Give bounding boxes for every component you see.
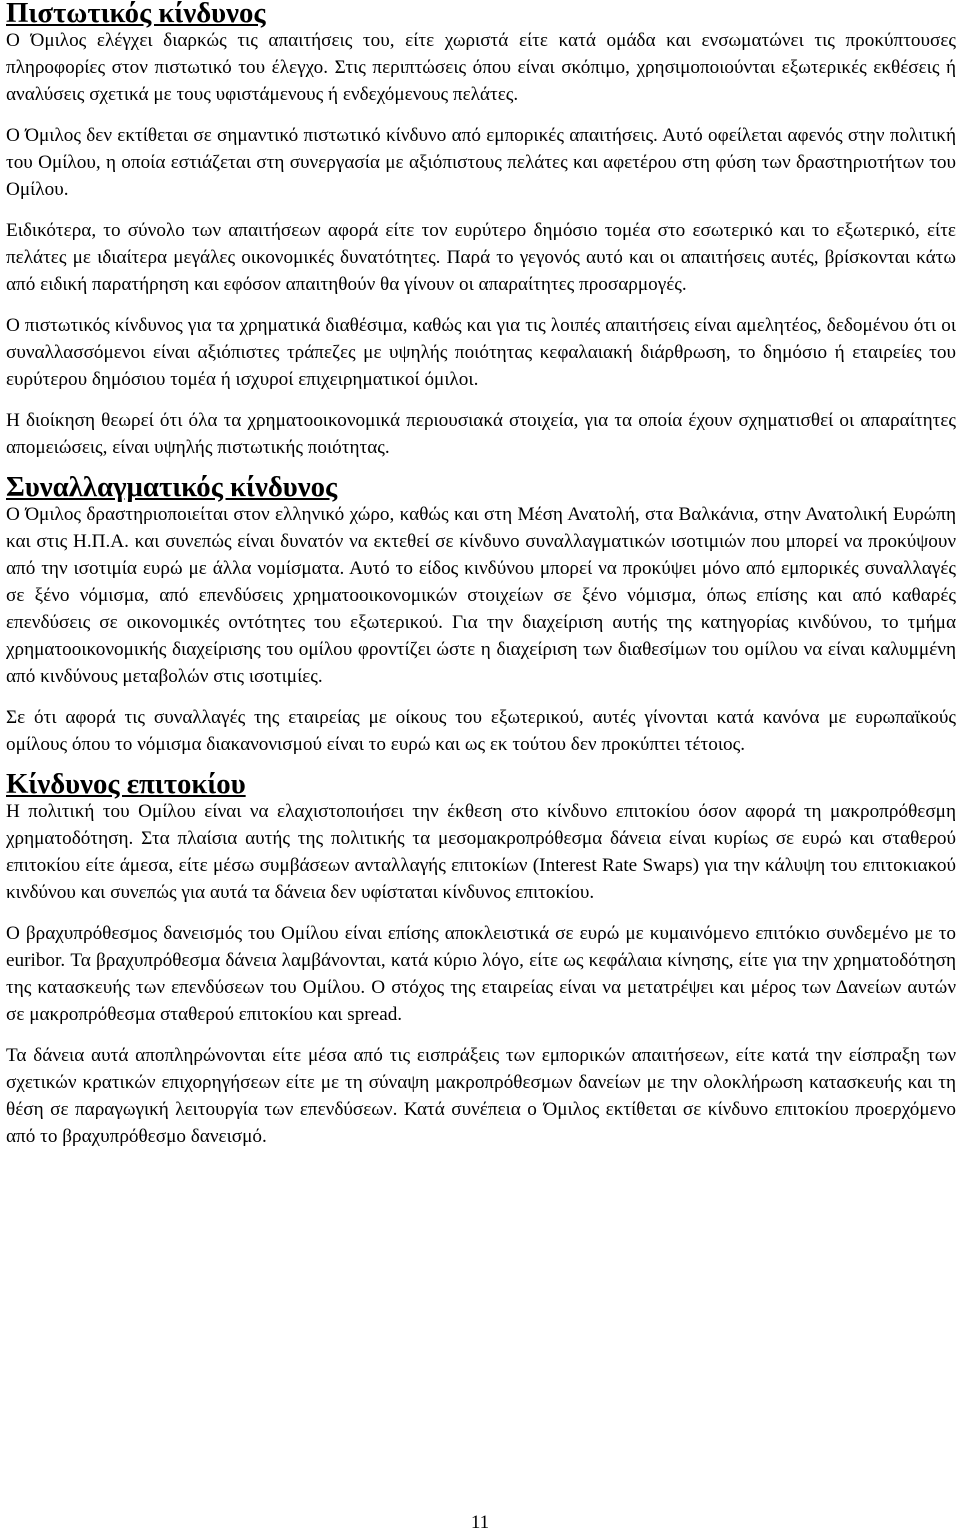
interest-risk-paragraph-2: Ο βραχυπρόθεσμος δανεισμός του Ομίλου είναι επίσης αποκλειστικά σε ευρώ με κυμαινόμενο επιτόκιο συνδεμένο με το euribor. Τα βραχυπρόθεσμα δάνεια λαμβάνονται, κατά κύριο λόγο, είτε ως κεφάλαια κίνησης, είτε για την χρηματοδότηση της κατασκευής των επενδύσεων του Ομίλου. Ο στόχος της εταιρείας είναι να μετατρέψει και μέρος των Δανείων αυτών σε μακροπρόθεσμα σταθερού επιτοκίου και spread. (6, 923, 956, 1025)
document-page (6, 0, 956, 1150)
fx-risk-paragraph-2: Σε ότι αφορά τις συναλλαγές της εταιρείας με οίκους του εξωτερικού, αυτές γίνονται κατά κανόνα με ευρωπαϊκούς ομίλους όπου το νόμισμα διακανονισμού είναι το ευρώ και ως εκ τούτου δεν προκύπτει τέτοιος. (6, 707, 956, 755)
credit-risk-paragraph-5: Η διοίκηση θεωρεί ότι όλα τα χρηματοοικονομικά περιουσιακά στοιχεία, για τα οποία έχουν σχηματισθεί οι απαραίτητες απομειώσεις, είναι υψηλής πιστωτικής ποιότητας. (6, 410, 956, 458)
credit-risk-paragraph-2: Ο Όμιλος δεν εκτίθεται σε σημαντικό πιστωτικό κίνδυνο από εμπορικές απαιτήσεις. Αυτό οφείλεται αφενός στην πολιτική του Ομίλου, η οποία εστιάζεται στη συνεργασία με αξιόπιστους πελάτες και αφετέρου στη φύση των δραστηριοτήτων του Ομίλου. (6, 125, 956, 200)
credit-risk-paragraph-1: Ο Όμιλος ελέγχει διαρκώς τις απαιτήσεις του, είτε χωριστά είτε κατά ομάδα και ενσωματώνει τις προκύπτουσες πληροφορίες στον πιστωτικό του έλεγχο. Στις περιπτώσεις όπου είναι σκόπιμο, χρησιμοποιούνται εξωτερικές εκθέσεις ή αναλύσεις σχετικά με τους υφιστάμενους ή ενδεχόμενους πελάτες. (6, 30, 956, 105)
interest-risk-paragraph-3: Τα δάνεια αυτά αποπληρώνονται είτε μέσα από τις εισπράξεις των εμπορικών απαιτήσεων, είτε κατά την είσπραξη των σχετικών κρατικών επιχορηγήσεων είτε με τη σύναψη μακροπρόθεσμων δανείων με την ολοκλήρωση κατασκευής και τη θέση σε παραγωγική λειτουργία των επενδύσεων. Κατά συνέπεια ο Όμιλος εκτίθεται σε κίνδυνο επιτοκίου προερχόμενο από το βραχυπρόθεσμο δανεισμό. (6, 1045, 956, 1147)
interest-risk-heading: Κίνδυνος επιτοκίου (6, 768, 246, 800)
page-number: 11 (470, 1512, 490, 1533)
credit-risk-paragraph-3: Ειδικότερα, το σύνολο των απαιτήσεων αφορά είτε τον ευρύτερο δημόσιο τομέα στο εσωτερικό και το εξωτερικό, είτε πελάτες με ιδιαίτερα μεγάλες οικονομικές δυνατότητες. Παρά το γεγονός αυτό και οι απαιτήσεις αυτές, βρίσκονται κάτω από ειδική παρατήρηση και εφόσον απαιτηθούν θα γίνουν οι απαραίτητες προσαρμογές. (6, 220, 956, 295)
credit-risk-heading: Πιστωτικός κίνδυνος (6, 0, 266, 29)
interest-risk-paragraph-1: Η πολιτική του Ομίλου είναι να ελαχιστοποιήσει την έκθεση στο κίνδυνο επιτοκίου όσον αφορά τη μακροπρόθεσμη χρηματοδότηση. Στα πλαίσια αυτής της πολιτικής τα μεσομακροπρόθεσμα δάνεια είναι κυρίως σε ευρώ και σταθερού επιτοκίου είτε άμεσα, είτε μέσω συμβάσεων ανταλλαγής επιτοκίων (Interest Rate Swaps) για την κάλυψη του επιτοκιακού κινδύνου και συνεπώς για αυτά τα δάνεια δεν υφίσταται κίνδυνος επιτοκίου. (6, 801, 956, 903)
fx-risk-heading: Συναλλαγματικός κίνδυνος (6, 471, 338, 503)
credit-risk-paragraph-4: Ο πιστωτικός κίνδυνος για τα χρηματικά διαθέσιμα, καθώς και για τις λοιπές απαιτήσεις είναι αμελητέος, δεδομένου ότι οι συναλλασσόμενοι είναι αξιόπιστες τράπεζες με υψηλής ποιότητας κεφαλαιακή διάρθρωση, το δημόσιο ή εταιρείες του ευρύτερου δημόσιου τομέα ή ισχυροί επιχειρηματικοί όμιλοι. (6, 315, 956, 390)
fx-risk-paragraph-1: Ο Όμιλος δραστηριοποιείται στον ελληνικό χώρο, καθώς και στη Μέση Ανατολή, στα Βαλκάνια, στην Ανατολική Ευρώπη και στις Η.Π.Α. και συνεπώς είναι δυνατόν να εκτεθεί σε κίνδυνο συναλλαγματικών ισοτιμιών που μπορεί να προκύψουν από την ισοτιμία ευρώ με άλλα νομίσματα. Αυτό το είδος κινδύνου μπορεί να προκύψει μόνο από εμπορικές συναλλαγές σε ξένο νόμισμα, από επενδύσεις χρηματοοικονομικών στοιχείων σε ξένο νόμισμα, όπως επίσης και από καθαρές επενδύσεις σε οικονομικές οντότητες του εξωτερικού. Για την διαχείριση αυτής της κατηγορίας κινδύνου, το τμήμα χρηματοοικονομικής διαχείρισης του ομίλου φροντίζει ώστε η διαχείριση των διαθεσίμων του ομίλου να είναι καλυμμένη από κινδύνους μεταβολών στις ισοτιμίες. (6, 504, 956, 687)
